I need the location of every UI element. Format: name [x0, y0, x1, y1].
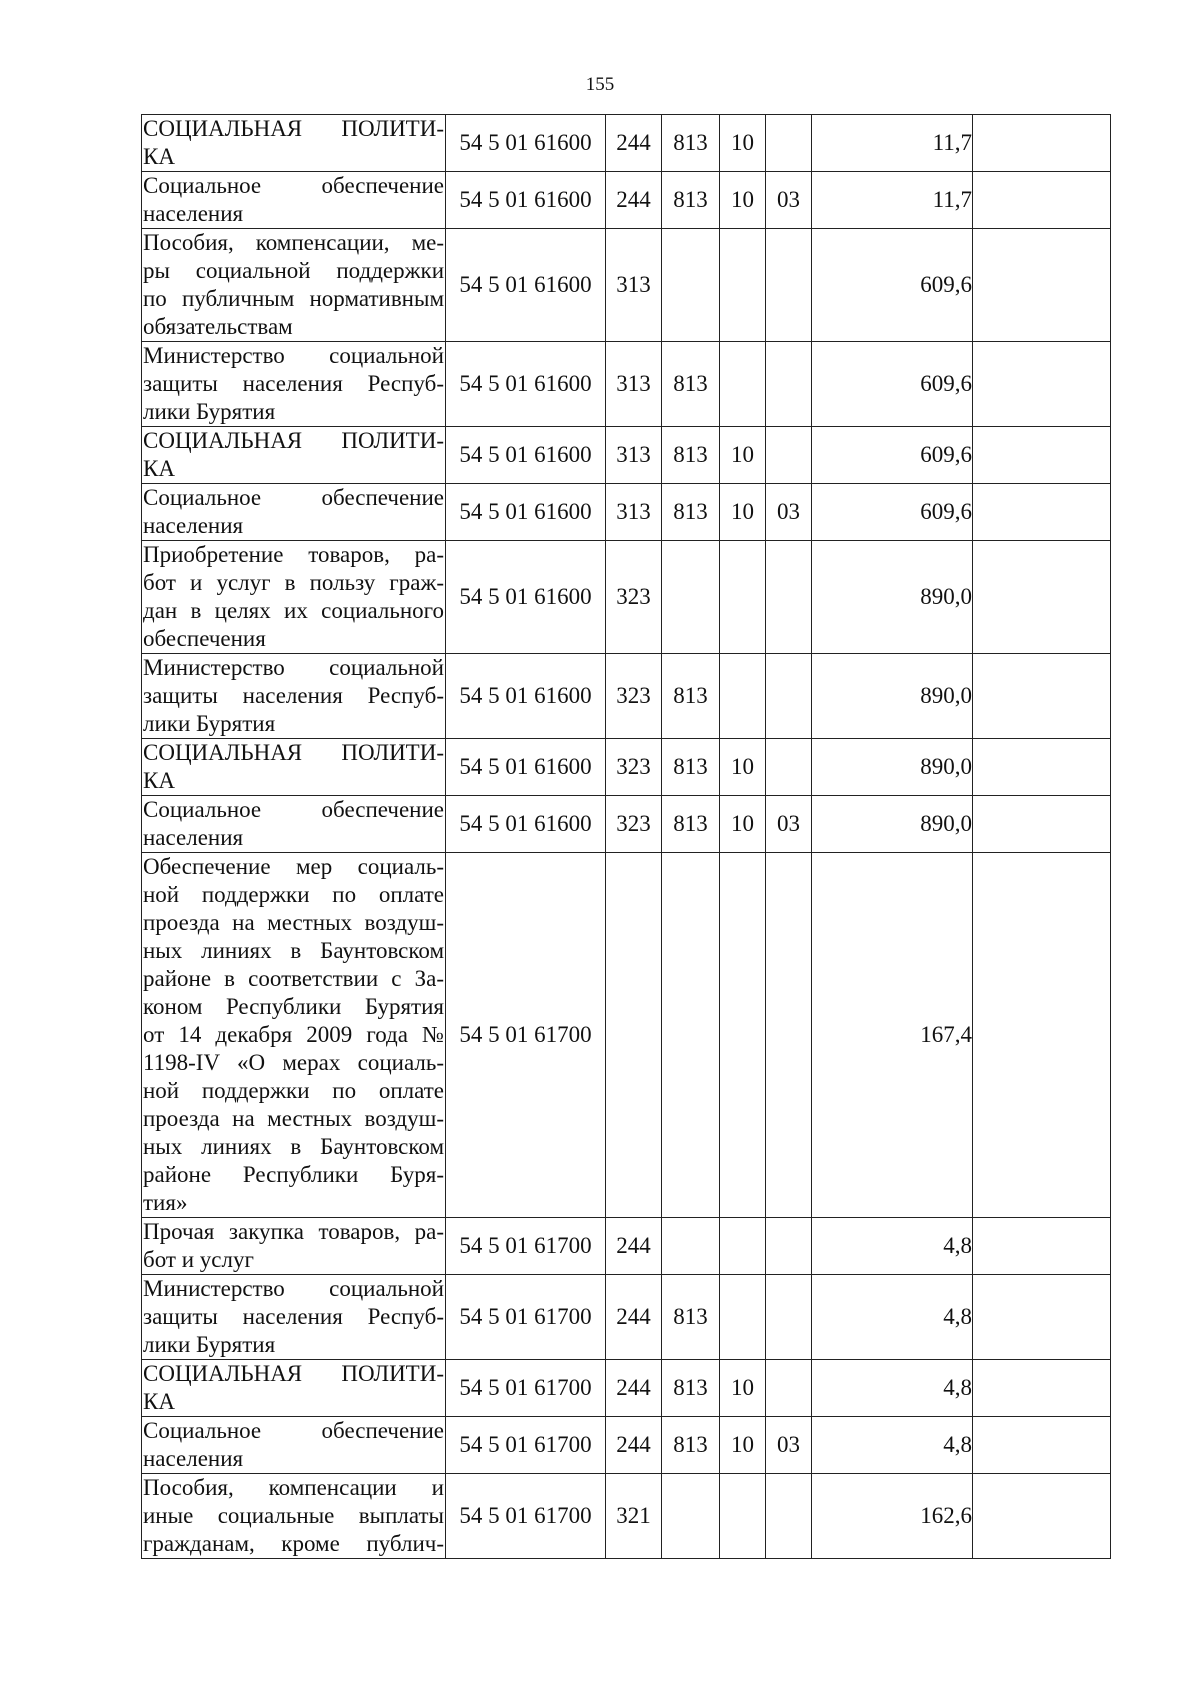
expense-type-code: 313: [606, 342, 662, 427]
target-article-code: 54 5 01 61700: [446, 1275, 606, 1360]
extra-column: [973, 541, 1111, 654]
amount-value: 609,6: [812, 342, 973, 427]
extra-column: [973, 739, 1111, 796]
description-line: ных линиях в Баунтовском: [143, 1134, 444, 1159]
target-article-code: 54 5 01 61600: [446, 739, 606, 796]
target-article-code: 54 5 01 61700: [446, 1474, 606, 1559]
description-line: Социальное обеспечение: [143, 173, 444, 198]
target-article-code: 54 5 01 61600: [446, 115, 606, 172]
row-description: [142, 1218, 446, 1275]
section-code: [720, 1474, 766, 1559]
department-code: [662, 1474, 720, 1559]
subsection-code: [766, 1218, 812, 1275]
amount-value: 609,6: [812, 484, 973, 541]
description-line: СОЦИАЛЬНАЯ ПОЛИТИ-: [143, 1361, 444, 1386]
row-description: [142, 1360, 446, 1417]
section-code: 10: [720, 115, 766, 172]
amount-value: 11,7: [812, 115, 973, 172]
target-article-code: 54 5 01 61700: [446, 1417, 606, 1474]
section-code: 10: [720, 1360, 766, 1417]
table-row: [142, 229, 1111, 342]
department-code: 813: [662, 1275, 720, 1360]
row-description: [142, 853, 446, 1218]
extra-column: [973, 229, 1111, 342]
row-description: [142, 172, 446, 229]
description-line: Обеспечение мер социаль-: [143, 854, 444, 879]
row-description: [142, 796, 446, 853]
row-description: [142, 229, 446, 342]
table-row: [142, 1275, 1111, 1360]
expense-type-code: [606, 853, 662, 1218]
section-code: 10: [720, 1417, 766, 1474]
description-line: защиты населения Респуб-: [143, 371, 444, 396]
table-row: [142, 1417, 1111, 1474]
subsection-code: [766, 853, 812, 1218]
amount-value: 609,6: [812, 427, 973, 484]
department-code: 813: [662, 484, 720, 541]
description-line: КА: [143, 1389, 175, 1414]
expense-type-code: 244: [606, 1360, 662, 1417]
description-line: СОЦИАЛЬНАЯ ПОЛИТИ-: [143, 116, 444, 141]
description-line: Социальное обеспечение: [143, 485, 444, 510]
expense-type-code: 244: [606, 1275, 662, 1360]
description-line: бот и услуг в пользу граж-: [143, 570, 444, 595]
table-row: [142, 853, 1111, 1218]
row-description: [142, 115, 446, 172]
description-line: районе Республики Буря-: [143, 1162, 444, 1187]
extra-column: [973, 484, 1111, 541]
description-line: СОЦИАЛЬНАЯ ПОЛИТИ-: [143, 428, 444, 453]
table-body: [142, 115, 1111, 1559]
subsection-code: [766, 739, 812, 796]
description-line: 1198-IV «О мерах социаль-: [143, 1050, 444, 1075]
table-row: [142, 739, 1111, 796]
expense-type-code: 244: [606, 1417, 662, 1474]
extra-column: [973, 796, 1111, 853]
amount-value: 4,8: [812, 1275, 973, 1360]
extra-column: [973, 342, 1111, 427]
table-row: [142, 115, 1111, 172]
department-code: [662, 1218, 720, 1275]
amount-value: 890,0: [812, 541, 973, 654]
amount-value: 890,0: [812, 654, 973, 739]
department-code: 813: [662, 1417, 720, 1474]
budget-table: [141, 114, 1111, 1559]
table-row: [142, 541, 1111, 654]
amount-value: 167,4: [812, 853, 973, 1218]
description-line: Министерство социальной: [143, 655, 444, 680]
subsection-code: [766, 1360, 812, 1417]
table-row: [142, 796, 1111, 853]
description-line: Социальное обеспечение: [143, 1418, 444, 1443]
target-article-code: 54 5 01 61600: [446, 427, 606, 484]
description-line: защиты населения Респуб-: [143, 1304, 444, 1329]
amount-value: 11,7: [812, 172, 973, 229]
description-line: иные социальные выплаты: [143, 1503, 444, 1528]
extra-column: [973, 1417, 1111, 1474]
department-code: [662, 229, 720, 342]
expense-type-code: 323: [606, 739, 662, 796]
subsection-code: [766, 654, 812, 739]
description-line: бот и услуг: [143, 1247, 254, 1272]
description-line: СОЦИАЛЬНАЯ ПОЛИТИ-: [143, 740, 444, 765]
subsection-code: 03: [766, 796, 812, 853]
table-row: [142, 1218, 1111, 1275]
section-code: [720, 342, 766, 427]
description-line: Приобретение товаров, ра-: [143, 542, 444, 567]
target-article-code: 54 5 01 61600: [446, 484, 606, 541]
amount-value: 890,0: [812, 739, 973, 796]
section-code: [720, 654, 766, 739]
extra-column: [973, 853, 1111, 1218]
target-article-code: 54 5 01 61700: [446, 1360, 606, 1417]
amount-value: 4,8: [812, 1417, 973, 1474]
subsection-code: [766, 1474, 812, 1559]
description-line: тия»: [143, 1190, 188, 1215]
row-description: [142, 342, 446, 427]
target-article-code: 54 5 01 61700: [446, 1218, 606, 1275]
expense-type-code: 313: [606, 229, 662, 342]
section-code: [720, 1218, 766, 1275]
department-code: 813: [662, 796, 720, 853]
description-line: обязательствам: [143, 314, 293, 339]
subsection-code: [766, 541, 812, 654]
subsection-code: [766, 229, 812, 342]
subsection-code: [766, 1275, 812, 1360]
expense-type-code: 323: [606, 654, 662, 739]
description-line: лики Бурятия: [143, 711, 276, 736]
table-row: [142, 654, 1111, 739]
subsection-code: 03: [766, 172, 812, 229]
amount-value: 4,8: [812, 1360, 973, 1417]
table-row: [142, 1360, 1111, 1417]
row-description: [142, 654, 446, 739]
expense-type-code: 321: [606, 1474, 662, 1559]
description-line: коном Республики Бурятия: [143, 994, 444, 1019]
description-line: населения: [143, 201, 244, 226]
extra-column: [973, 172, 1111, 229]
target-article-code: 54 5 01 61600: [446, 654, 606, 739]
description-line: по публичным нормативным: [143, 286, 444, 311]
department-code: 813: [662, 739, 720, 796]
description-line: обеспечения: [143, 626, 266, 651]
amount-value: 162,6: [812, 1474, 973, 1559]
description-line: лики Бурятия: [143, 399, 276, 424]
row-description: [142, 1275, 446, 1360]
row-description: [142, 1417, 446, 1474]
subsection-code: 03: [766, 1417, 812, 1474]
department-code: [662, 853, 720, 1218]
description-line: Пособия, компенсации, ме-: [143, 230, 444, 255]
description-line: населения: [143, 825, 244, 850]
description-line: КА: [143, 768, 175, 793]
extra-column: [973, 115, 1111, 172]
extra-column: [973, 1218, 1111, 1275]
amount-value: 609,6: [812, 229, 973, 342]
section-code: 10: [720, 172, 766, 229]
extra-column: [973, 427, 1111, 484]
target-article-code: 54 5 01 61600: [446, 541, 606, 654]
section-code: 10: [720, 739, 766, 796]
expense-type-code: 244: [606, 1218, 662, 1275]
description-line: от 14 декабря 2009 года №: [143, 1022, 444, 1047]
page-number: 155: [585, 74, 615, 95]
subsection-code: [766, 427, 812, 484]
description-line: КА: [143, 144, 175, 169]
table-row: [142, 342, 1111, 427]
section-code: [720, 229, 766, 342]
section-code: 10: [720, 427, 766, 484]
target-article-code: 54 5 01 61700: [446, 853, 606, 1218]
description-line: ных линиях в Баунтовском: [143, 938, 444, 963]
description-line: проезда на местных воздуш-: [143, 910, 444, 935]
description-line: защиты населения Респуб-: [143, 683, 444, 708]
description-line: гражданам, кроме публич-: [143, 1531, 444, 1556]
description-line: Пособия, компенсации и: [143, 1475, 444, 1500]
extra-column: [973, 1474, 1111, 1559]
amount-value: 4,8: [812, 1218, 973, 1275]
expense-type-code: 244: [606, 115, 662, 172]
department-code: 813: [662, 115, 720, 172]
subsection-code: [766, 115, 812, 172]
description-line: лики Бурятия: [143, 1332, 276, 1357]
section-code: 10: [720, 484, 766, 541]
description-line: Министерство социальной: [143, 1276, 444, 1301]
extra-column: [973, 1275, 1111, 1360]
subsection-code: [766, 342, 812, 427]
expense-type-code: 323: [606, 796, 662, 853]
target-article-code: 54 5 01 61600: [446, 229, 606, 342]
description-line: Министерство социальной: [143, 343, 444, 368]
department-code: 813: [662, 427, 720, 484]
table-row: [142, 1474, 1111, 1559]
description-line: ры социальной поддержки: [143, 258, 444, 283]
section-code: 10: [720, 796, 766, 853]
row-description: [142, 739, 446, 796]
description-line: районе в соответствии с За-: [143, 966, 444, 991]
department-code: 813: [662, 1360, 720, 1417]
table-row: [142, 172, 1111, 229]
row-description: [142, 1474, 446, 1559]
row-description: [142, 427, 446, 484]
description-line: КА: [143, 456, 175, 481]
description-line: ной поддержки по оплате: [143, 882, 444, 907]
section-code: [720, 1275, 766, 1360]
row-description: [142, 541, 446, 654]
row-description: [142, 484, 446, 541]
description-line: дан в целях их социального: [143, 598, 444, 623]
table-row: [142, 484, 1111, 541]
expense-type-code: 244: [606, 172, 662, 229]
expense-type-code: 323: [606, 541, 662, 654]
description-line: населения: [143, 1446, 244, 1471]
description-line: Прочая закупка товаров, ра-: [143, 1219, 444, 1244]
department-code: 813: [662, 172, 720, 229]
amount-value: 890,0: [812, 796, 973, 853]
subsection-code: 03: [766, 484, 812, 541]
description-line: Социальное обеспечение: [143, 797, 444, 822]
department-code: 813: [662, 654, 720, 739]
table-row: [142, 427, 1111, 484]
description-line: ной поддержки по оплате: [143, 1078, 444, 1103]
section-code: [720, 853, 766, 1218]
extra-column: [973, 1360, 1111, 1417]
department-code: [662, 541, 720, 654]
target-article-code: 54 5 01 61600: [446, 796, 606, 853]
expense-type-code: 313: [606, 427, 662, 484]
extra-column: [973, 654, 1111, 739]
section-code: [720, 541, 766, 654]
target-article-code: 54 5 01 61600: [446, 172, 606, 229]
description-line: проезда на местных воздуш-: [143, 1106, 444, 1131]
department-code: 813: [662, 342, 720, 427]
description-line: населения: [143, 513, 244, 538]
expense-type-code: 313: [606, 484, 662, 541]
target-article-code: 54 5 01 61600: [446, 342, 606, 427]
